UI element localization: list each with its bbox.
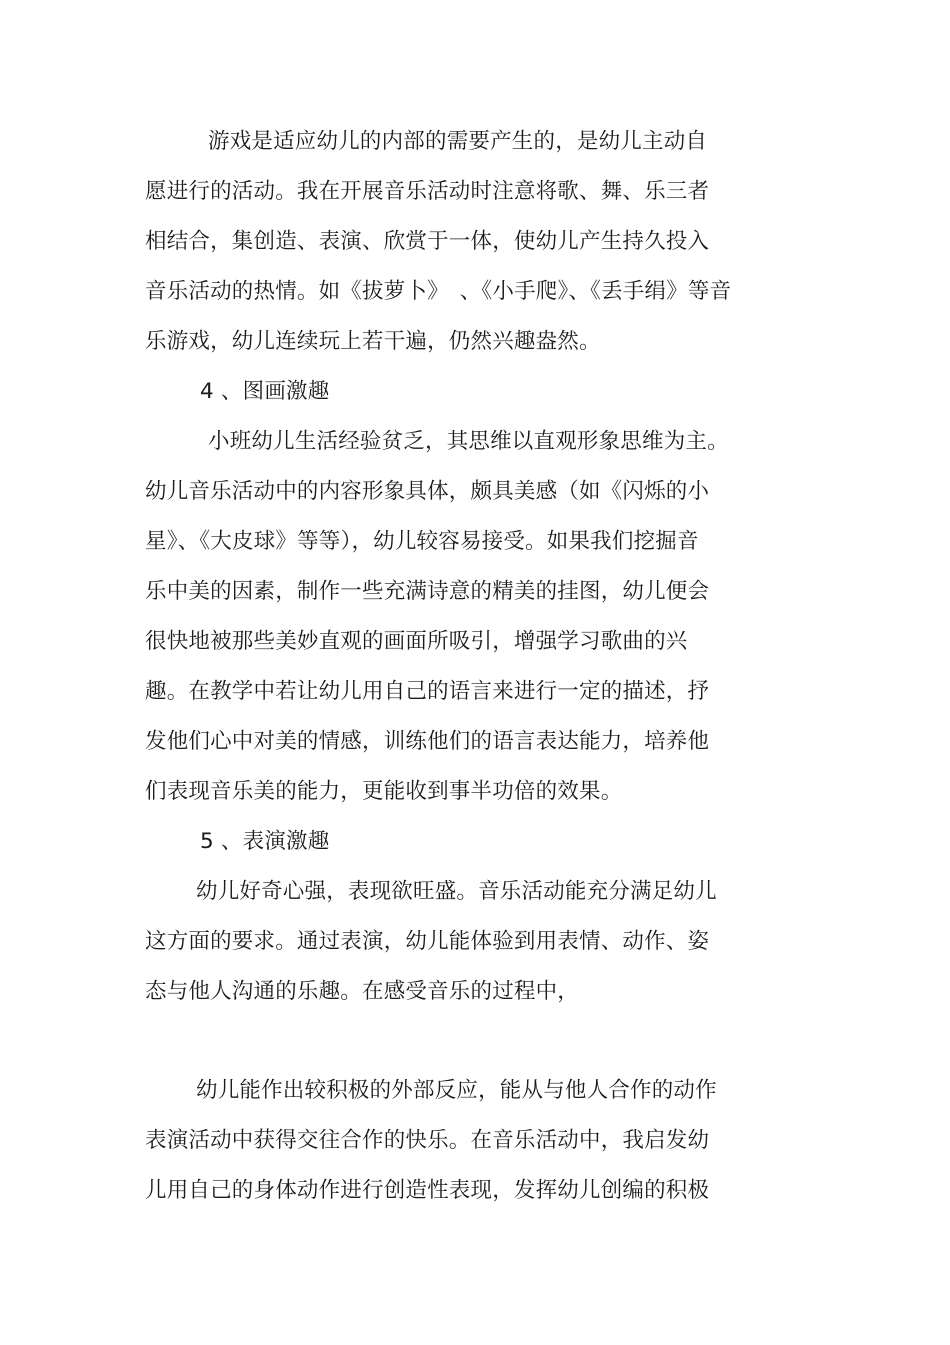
paragraph-line: 相结合，集创造、表演、欣赏于一体，使幼儿产生持久投入 <box>145 229 710 254</box>
paragraph-line: 幼儿能作出较积极的外部反应，能从与他人合作的动作 <box>196 1078 717 1103</box>
paragraph-line: 小班幼儿生活经验贫乏，其思维以直观形象思维为主。 <box>208 429 729 454</box>
paragraph-line: 幼儿好奇心强，表现欲旺盛。音乐活动能充分满足幼儿 <box>196 879 717 904</box>
paragraph-line: 星》、《大皮球》等等），幼儿较容易接受。如果我们挖掘音 <box>145 529 699 554</box>
paragraph-line: 游戏是适应幼儿的内部的需要产生的，是幼儿主动自 <box>208 129 708 154</box>
section-heading: 4 、图画激趣 <box>200 379 330 404</box>
paragraph-line: 很快地被那些美妙直观的画面所吸引，增强学习歌曲的兴 <box>145 629 688 654</box>
section-heading: 5 、表演激趣 <box>200 829 330 854</box>
paragraph-line: 乐游戏，幼儿连续玩上若干遍，仍然兴趣盎然。 <box>145 329 601 354</box>
paragraph-line: 态与他人沟通的乐趣。在感受音乐的过程中， <box>145 979 580 1004</box>
paragraph-line: 这方面的要求。通过表演，幼儿能体验到用表情、动作、姿 <box>145 929 710 954</box>
paragraph-line: 愿进行的活动。我在开展音乐活动时注意将歌、舞、乐三者 <box>145 179 710 204</box>
paragraph-line: 幼儿音乐活动中的内容形象具体，颇具美感（如《闪烁的小 <box>145 479 710 504</box>
paragraph-line: 音乐活动的热情。如《拔萝卜》 、《小手爬》、《丢手绢》等音 <box>145 279 732 304</box>
paragraph-line: 表演活动中获得交往合作的快乐。在音乐活动中，我启发幼 <box>145 1128 710 1153</box>
paragraph-line: 趣。在教学中若让幼儿用自己的语言来进行一定的描述，抒 <box>145 679 710 704</box>
paragraph-line: 们表现音乐美的能力，更能收到事半功倍的效果。 <box>145 779 623 804</box>
paragraph-line: 乐中美的因素，制作一些充满诗意的精美的挂图，幼儿便会 <box>145 579 710 604</box>
paragraph-line: 发他们心中对美的情感，训练他们的语言表达能力，培养他 <box>145 729 710 754</box>
paragraph-line: 儿用自己的身体动作进行创造性表现，发挥幼儿创编的积极 <box>145 1178 710 1203</box>
